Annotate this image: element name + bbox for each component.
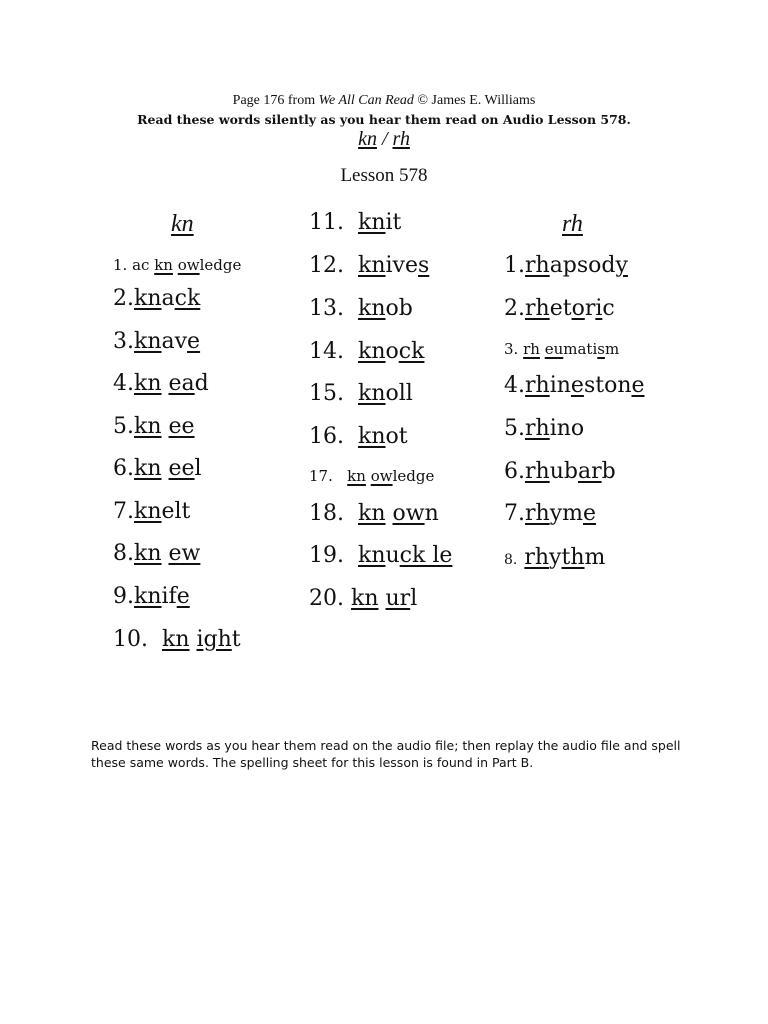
word-letters: l: [410, 586, 418, 611]
word-number: 20.: [309, 586, 344, 611]
word-number: 5.: [113, 414, 134, 439]
underlined-letters: kn: [162, 627, 190, 652]
underlined-letters: y: [615, 253, 628, 278]
word-letters: r: [584, 296, 596, 321]
underlined-letters: kn: [358, 424, 386, 449]
underlined-letters: rh: [525, 459, 550, 484]
underlined-letters: ow: [370, 467, 393, 485]
word-letters: t: [231, 627, 241, 652]
word-letters: [162, 414, 169, 439]
word-number: 4.: [504, 373, 525, 398]
word-letters: av: [161, 329, 188, 354]
footer-instructions: Read these words as you hear them read on the audio file; then replay the audio file and spell these same words. The spelling sheet for this lesson is found in Part B.: [91, 738, 681, 770]
word-letters: et: [549, 296, 572, 321]
word-letters: l: [194, 456, 202, 481]
phonics-rh: rh: [392, 128, 410, 150]
word-letters: mati: [563, 340, 598, 358]
col2-word-2: [309, 253, 429, 278]
underlined-letters: ow: [177, 256, 200, 274]
underlined-letters: ew: [168, 541, 201, 566]
word-letters: ym: [549, 501, 583, 526]
underlined-letters: ck: [398, 339, 425, 364]
instruction-heading: Read these words silently as you hear them read on Audio Lesson 578.: [137, 112, 631, 127]
word-number: 10.: [113, 627, 148, 652]
col1-word-8: [113, 541, 200, 566]
underlined-letters: kn: [134, 541, 162, 566]
word-letters: [344, 501, 358, 526]
word-letters: ac: [127, 256, 155, 274]
word-number: 19.: [309, 543, 344, 568]
word-letters: [386, 501, 393, 526]
word-letters: if: [161, 584, 177, 609]
word-letters: ive: [385, 253, 418, 278]
word-number: 16.: [309, 424, 344, 449]
underlined-letters: kn: [134, 456, 162, 481]
col1-word-3: [113, 329, 200, 354]
word-letters: u: [385, 543, 400, 568]
word-number: 1.: [504, 253, 525, 278]
col2-word-6: [309, 424, 408, 449]
word-letters: ino: [549, 416, 585, 441]
word-letters: it: [385, 210, 402, 235]
underlined-letters: kn: [358, 543, 386, 568]
word-letters: [344, 253, 358, 278]
word-letters: [162, 456, 169, 481]
word-letters: [379, 586, 386, 611]
underlined-letters: igh: [196, 627, 232, 652]
col2-word-8: [309, 501, 439, 526]
col3-word-6: [504, 459, 616, 484]
underlined-letters: s: [597, 340, 605, 358]
underlined-letters: rh: [525, 373, 550, 398]
underlined-letters: kn: [347, 467, 366, 485]
col2-word-7: [309, 467, 434, 485]
underlined-letters: ea: [168, 371, 195, 396]
underlined-letters: rh: [525, 253, 550, 278]
lesson-phonics-heading: [0, 128, 768, 151]
col2-word-9: [309, 543, 452, 568]
col2-word-5: [309, 381, 413, 406]
underlined-letters: ow: [392, 501, 425, 526]
word-letters: in: [549, 373, 571, 398]
col3-word-1: [504, 253, 628, 278]
underlined-letters: e: [570, 373, 584, 398]
word-letters: oll: [385, 381, 413, 406]
underlined-letters: kn: [134, 286, 162, 311]
word-number: 3.: [504, 340, 519, 358]
underlined-letters: e: [631, 373, 645, 398]
word-letters: elt: [161, 499, 191, 524]
word-letters: n: [424, 501, 439, 526]
underlined-letters: e: [582, 501, 597, 526]
word-number: 2.: [504, 296, 525, 321]
word-number: 18.: [309, 501, 344, 526]
word-letters: y: [549, 545, 562, 570]
col3-word-2: [504, 296, 615, 321]
copyright-author: © James E. Williams: [413, 93, 536, 108]
word-letters: [344, 296, 358, 321]
word-letters: d: [194, 371, 209, 396]
word-letters: ston: [583, 373, 632, 398]
word-letters: [344, 210, 358, 235]
col1-word-5: [113, 414, 195, 439]
col2-word-1: [309, 210, 401, 235]
underlined-letters: kn: [358, 296, 386, 321]
col1-word-2: [113, 286, 200, 311]
col1-word-7: [113, 499, 190, 524]
word-letters: b: [601, 459, 616, 484]
underlined-letters: kn: [154, 256, 173, 274]
underlined-letters: kn: [134, 414, 162, 439]
col3-word-4: [504, 373, 645, 398]
underlined-letters: ck: [174, 286, 201, 311]
word-letters: [344, 543, 358, 568]
source-prefix: Page 176 from: [232, 93, 319, 108]
word-number: 17.: [309, 467, 333, 485]
word-number: 15.: [309, 381, 344, 406]
word-number: 14.: [309, 339, 344, 364]
underlined-letters: rh: [525, 296, 550, 321]
word-number: 6.: [113, 456, 134, 481]
underlined-letters: ee: [168, 456, 195, 481]
word-number: 7.: [113, 499, 134, 524]
underlined-letters: rh: [523, 340, 540, 358]
word-letters: m: [584, 545, 606, 570]
col2-word-3: [309, 296, 413, 321]
column-heading-rh: rh: [562, 211, 583, 237]
underlined-letters: o: [571, 296, 585, 321]
word-letters: [148, 627, 162, 652]
phonics-kn: kn: [358, 128, 377, 150]
underlined-letters: ee: [168, 414, 195, 439]
word-number: 8.: [504, 552, 518, 568]
underlined-letters: e: [176, 584, 190, 609]
word-letters: [344, 586, 351, 611]
underlined-letters: kn: [358, 253, 386, 278]
underlined-letters: ur: [385, 586, 411, 611]
underlined-letters: rh: [525, 416, 550, 441]
word-number: 1.: [113, 256, 128, 274]
word-number: 13.: [309, 296, 344, 321]
underlined-letters: kn: [358, 210, 386, 235]
word-number: 5.: [504, 416, 525, 441]
word-letters: ob: [385, 296, 413, 321]
underlined-letters: ar: [577, 459, 602, 484]
word-letters: apsod: [549, 253, 616, 278]
word-number: 12.: [309, 253, 344, 278]
col3-word-7: [504, 501, 596, 526]
phonics-separator: /: [376, 128, 393, 150]
underlined-letters: kn: [358, 381, 386, 406]
col1-word-4: [113, 371, 209, 396]
word-letters: ub: [549, 459, 578, 484]
column-heading-kn: kn: [171, 211, 194, 237]
underlined-letters: e: [187, 329, 201, 354]
col3-word-3: [504, 340, 619, 358]
col3-word-5: [504, 416, 584, 441]
word-letters: ledge: [199, 256, 242, 274]
word-letters: [162, 541, 169, 566]
page-source-line: [0, 93, 768, 109]
word-letters: ledge: [392, 467, 435, 485]
word-letters: m: [604, 340, 620, 358]
word-number: 11.: [309, 210, 344, 235]
word-number: 9.: [113, 584, 134, 609]
col2-word-4: [309, 339, 424, 364]
underlined-letters: kn: [134, 584, 162, 609]
word-letters: [190, 627, 197, 652]
underlined-letters: kn: [358, 339, 386, 364]
word-number: 3.: [113, 329, 134, 354]
word-letters: [162, 371, 169, 396]
word-letters: [344, 339, 358, 364]
underlined-letters: ck le: [399, 543, 453, 568]
word-letters: [344, 424, 358, 449]
col1-word-1: [113, 256, 241, 274]
col3-word-8: [504, 545, 605, 570]
lesson-title: Lesson 578: [340, 165, 428, 186]
underlined-letters: kn: [134, 499, 162, 524]
underlined-letters: kn: [134, 329, 162, 354]
book-title: We All Can Read: [318, 93, 414, 108]
col1-word-10: [113, 627, 241, 652]
underlined-letters: s: [417, 253, 430, 278]
col1-word-9: [113, 584, 190, 609]
word-letters: [333, 467, 347, 485]
word-number: 8.: [113, 541, 134, 566]
word-letters: [344, 381, 358, 406]
underlined-letters: kn: [351, 586, 379, 611]
word-number: 2.: [113, 286, 134, 311]
word-number: 4.: [113, 371, 134, 396]
col1-word-6: [113, 456, 202, 481]
col2-word-10: [309, 586, 417, 611]
word-letters: a: [161, 286, 175, 311]
word-number: 7.: [504, 501, 525, 526]
underlined-letters: rh: [525, 501, 550, 526]
underlined-letters: kn: [358, 501, 386, 526]
underlined-letters: th: [561, 545, 585, 570]
underlined-letters: kn: [134, 371, 162, 396]
word-letters: o: [385, 339, 399, 364]
underlined-letters: rh: [524, 545, 550, 570]
underlined-letters: i: [595, 296, 603, 321]
underlined-letters: eu: [544, 340, 564, 358]
word-letters: ot: [385, 424, 408, 449]
word-number: 6.: [504, 459, 525, 484]
word-letters: c: [602, 296, 615, 321]
